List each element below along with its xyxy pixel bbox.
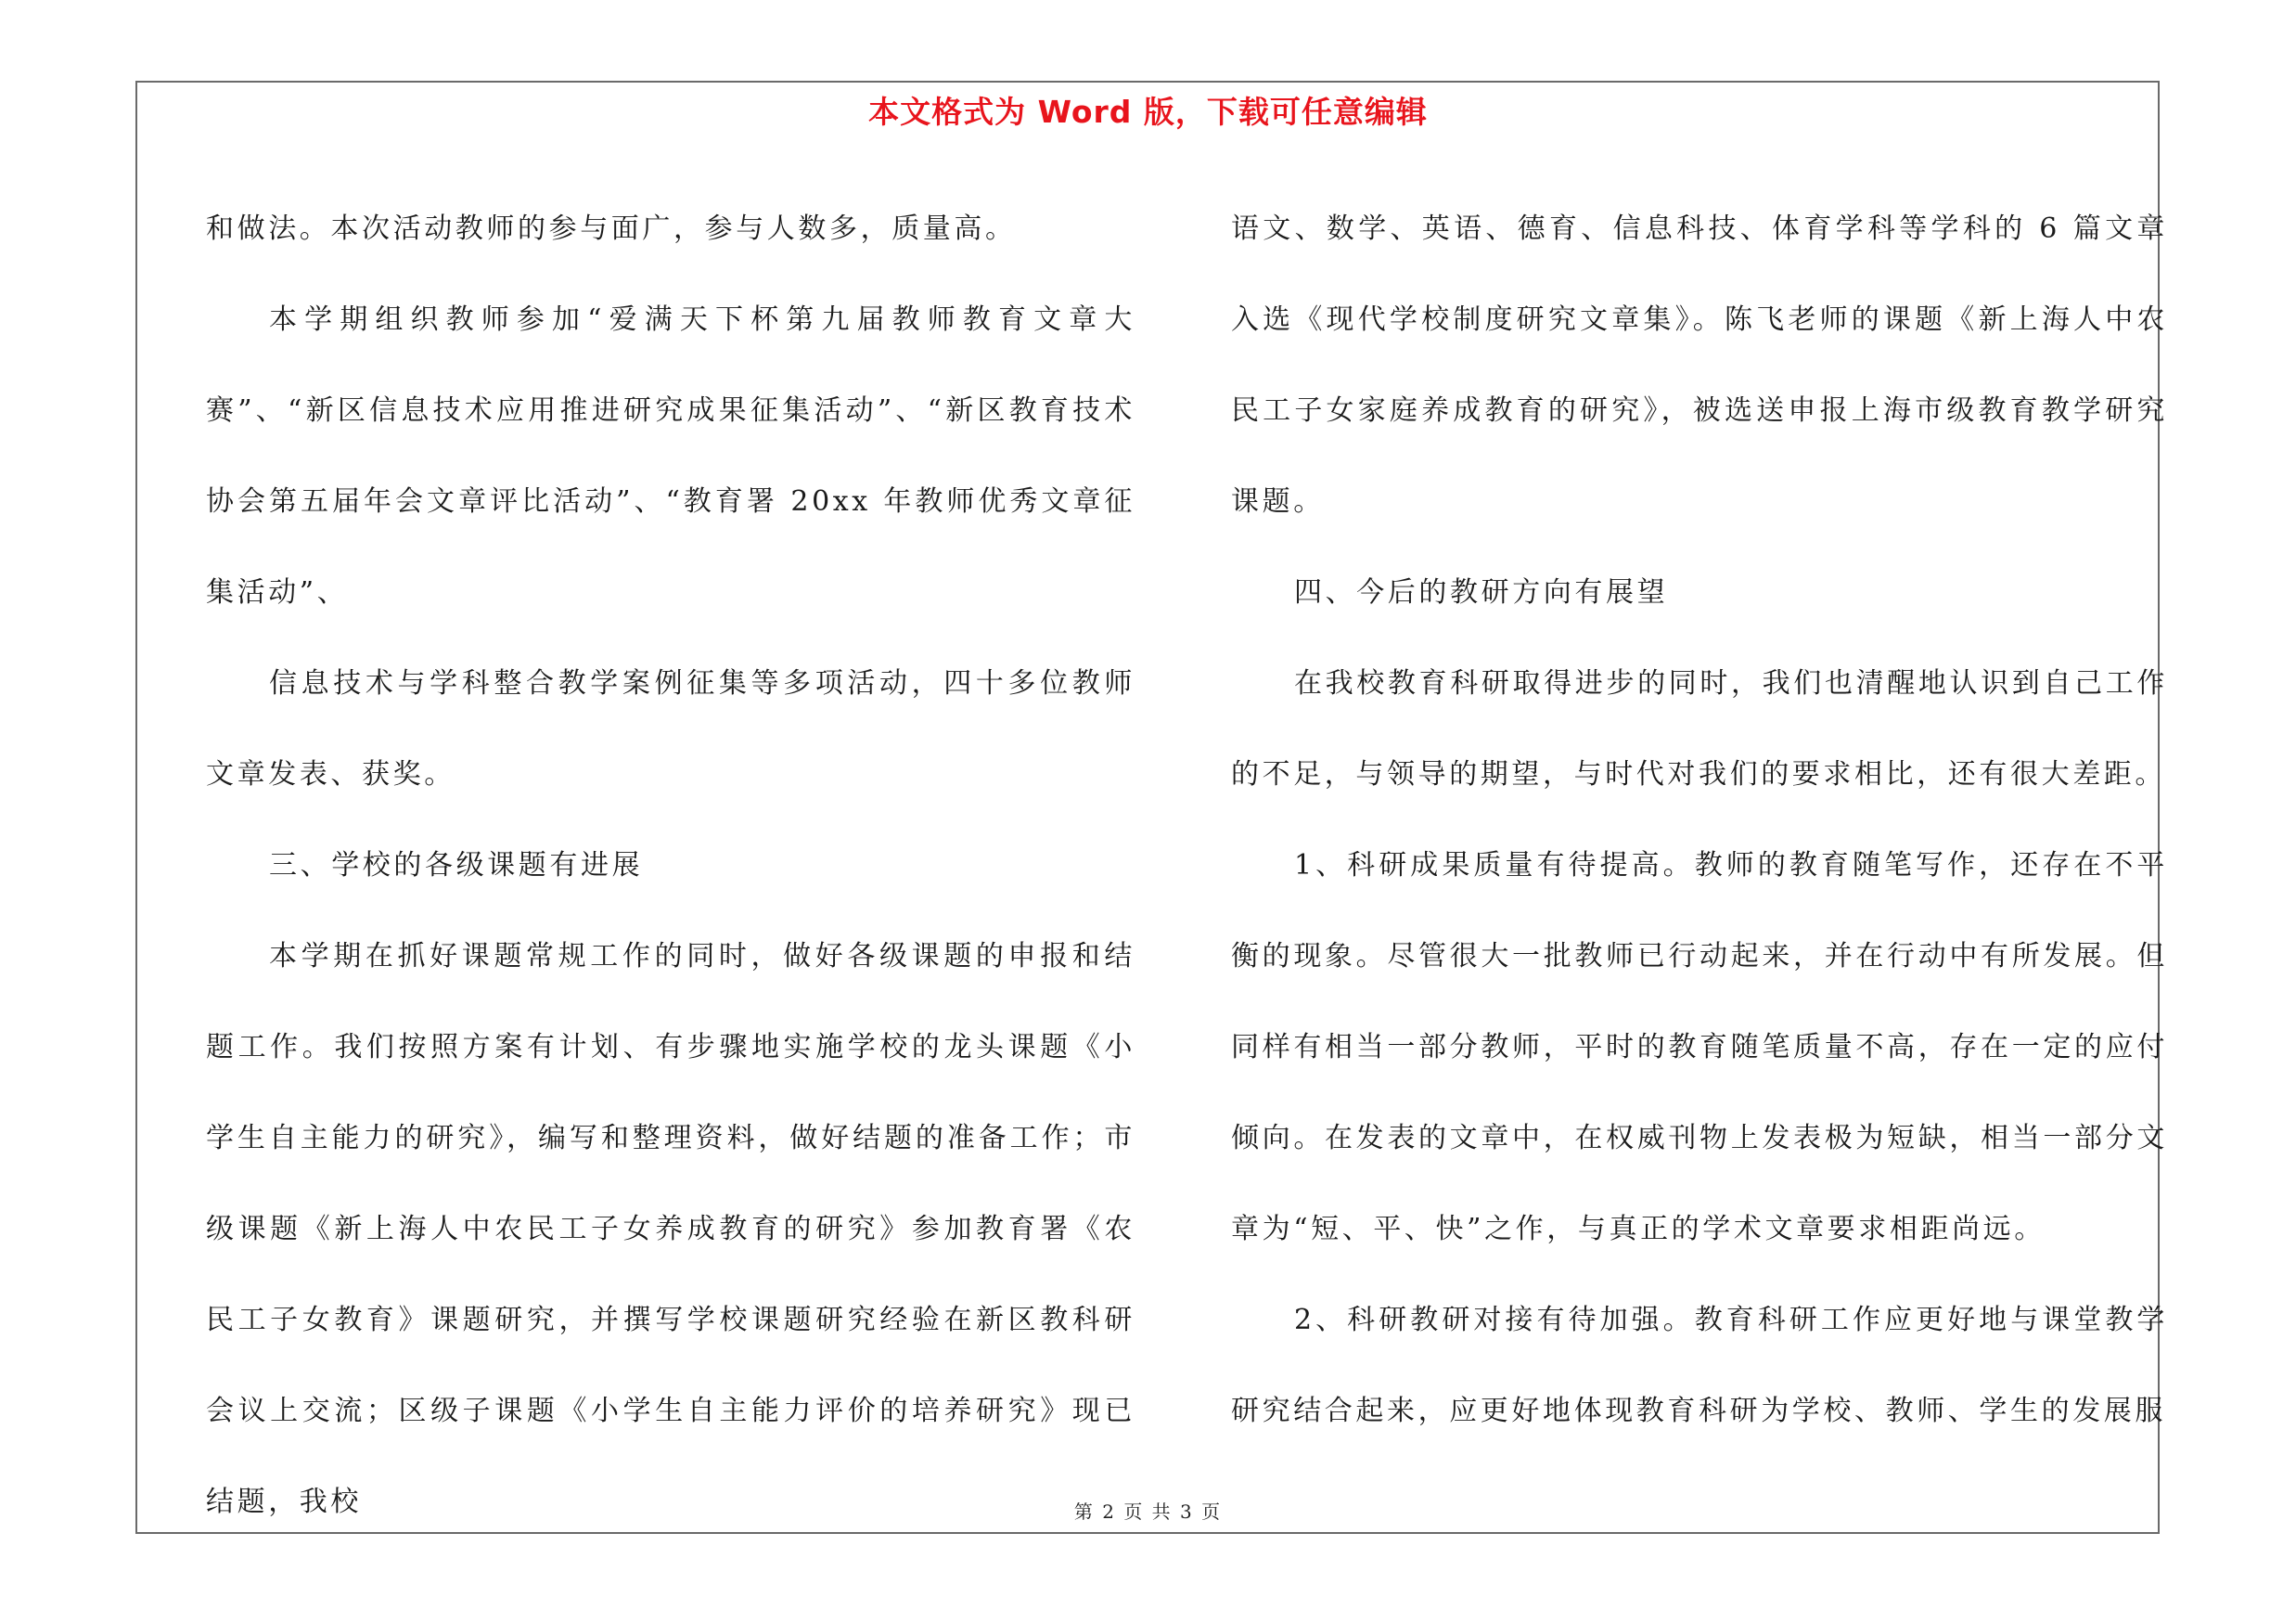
paragraph: 本学期组织教师参加“爱满天下杯第九届教师教育文章大赛”、“新区信息技术应用推进研究成果征集活动”、“新区教育技术协会第五届年会文章评比活动”、“教育署 20xx 年教师优秀文章征集活动”、: [206, 303, 1135, 609]
paragraph: 和做法。本次活动教师的参与面广，参与人数多，质量高。: [206, 213, 1017, 245]
paragraph: 语文、数学、英语、德育、信息科技、体育学科等学科的 6 篇文章入选《现代学校制度研究文章集》。陈飞老师的课题《新上海人中农民工子女家庭养成教育的研究》，被选送申报上海市级教育教学研究课题。: [1231, 213, 2168, 518]
format-banner: 本文格式为 Word 版，下载可任意编辑: [868, 94, 1428, 130]
paragraph: 2、科研教研对接有待加强。教育科研工作应更好地与课堂教学研究结合起来，应更好地体现教育科研为学校、教师、学生的发展服: [1231, 1304, 2168, 1427]
paragraph: 信息技术与学科整合教学案例征集等多项活动，四十多位教师文章发表、获奖。: [206, 667, 1135, 791]
section-heading: 三、学校的各级课题有进展: [269, 849, 644, 882]
section-heading: 四、今后的教研方向有展望: [1294, 576, 1669, 609]
paragraph: 本学期在抓好课题常规工作的同时，做好各级课题的申报和结题工作。我们按照方案有计划、有步骤地实施学校的龙头课题《小学生自主能力的研究》，编写和整理资料，做好结题的准备工作；市级课题《新上海人中农民工子女养成教育的研究》参加教育署《农民工子女教育》课题研究，并撰写学校课题研究经验在新区教科研会议上交流；区级子课题《小学生自主能力评价的培养研究》现已结题，我校: [206, 940, 1135, 1518]
paragraph: 1、科研成果质量有待提高。教师的教育随笔写作，还存在不平衡的现象。尽管很大一批教师已行动起来，并在行动中有所发展。但同样有相当一部分教师，平时的教育随笔质量不高，存在一定的应付倾向。在发表的文章中，在权威刊物上发表极为短缺，相当一部分文章为“短、平、快”之作，与真正的学术文章要求相距尚远。: [1231, 849, 2168, 1245]
right-column: [1231, 184, 2168, 1457]
page-number-footer: 第 2 页 共 3 页: [1073, 1501, 1223, 1523]
left-column: [206, 184, 1135, 1548]
paragraph: 在我校教育科研取得进步的同时，我们也清醒地认识到自己工作的不足，与领导的期望，与时代对我们的要求相比，还有很大差距。: [1231, 667, 2168, 791]
